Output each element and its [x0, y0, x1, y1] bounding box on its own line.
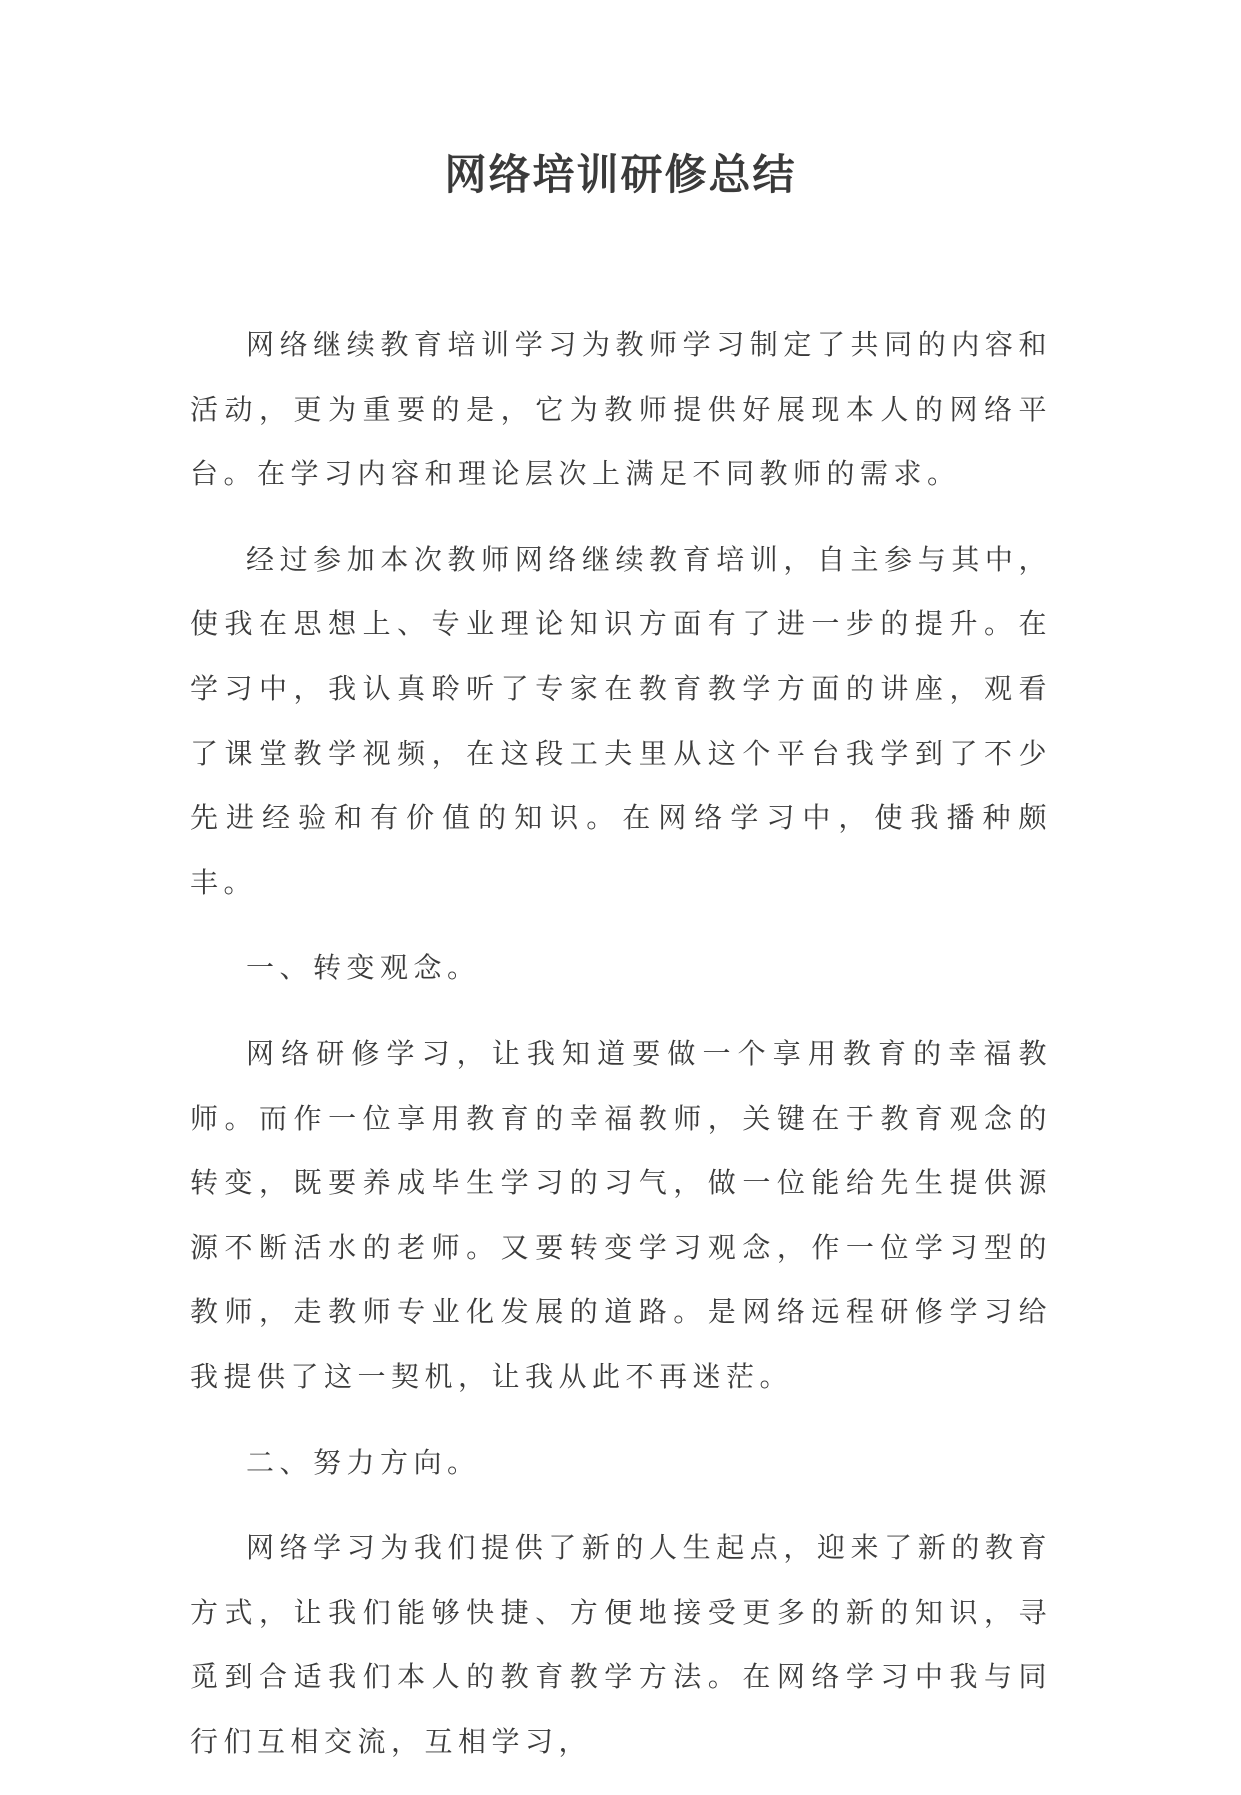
- document-body: [190, 313, 1052, 1795]
- section-heading-change-concept: 一、转变观念。: [246, 951, 481, 985]
- paragraph-change-concept: 网络研修学习，让我知道要做一个享用教育的幸福教师。而作一位享用教育的幸福教师，关键在于教育观念的转变，既要养成毕生学习的习气，做一位能给先生提供源源不断活水的老师。又要转变学习观念，作一位学习型的教师，走教师专业化发展的道路。是网络远程研修学习给我提供了这一契机，让我从此不再迷茫。: [190, 1036, 1052, 1393]
- document-title: 网络培训研修总结: [444, 150, 797, 199]
- paragraph-intro: 网络继续教育培训学习为教师学习制定了共同的内容和活动，更为重要的是，它为教师提供好展现本人的网络平台。在学习内容和理论层次上满足不同教师的需求。: [190, 328, 1052, 491]
- paragraph-experience: 经过参加本次教师网络继续教育培训，自主参与其中，使我在思想上、专业理论知识方面有了进一步的提升。在学习中，我认真聆听了专家在教育教学方面的讲座，观看了课堂教学视频，在这段工夫里从这个平台我学到了不少先进经验和有价值的知识。在网络学习中，使我播种颇丰。: [190, 542, 1052, 899]
- paragraph-direction: 网络学习为我们提供了新的人生起点，迎来了新的教育方式，让我们能够快捷、方便地接受更多的新的知识，寻觅到合适我们本人的教育教学方法。在网络学习中我与同行们互相交流，互相学习，: [190, 1531, 1052, 1758]
- section-heading-direction: 二、努力方向。: [246, 1445, 481, 1479]
